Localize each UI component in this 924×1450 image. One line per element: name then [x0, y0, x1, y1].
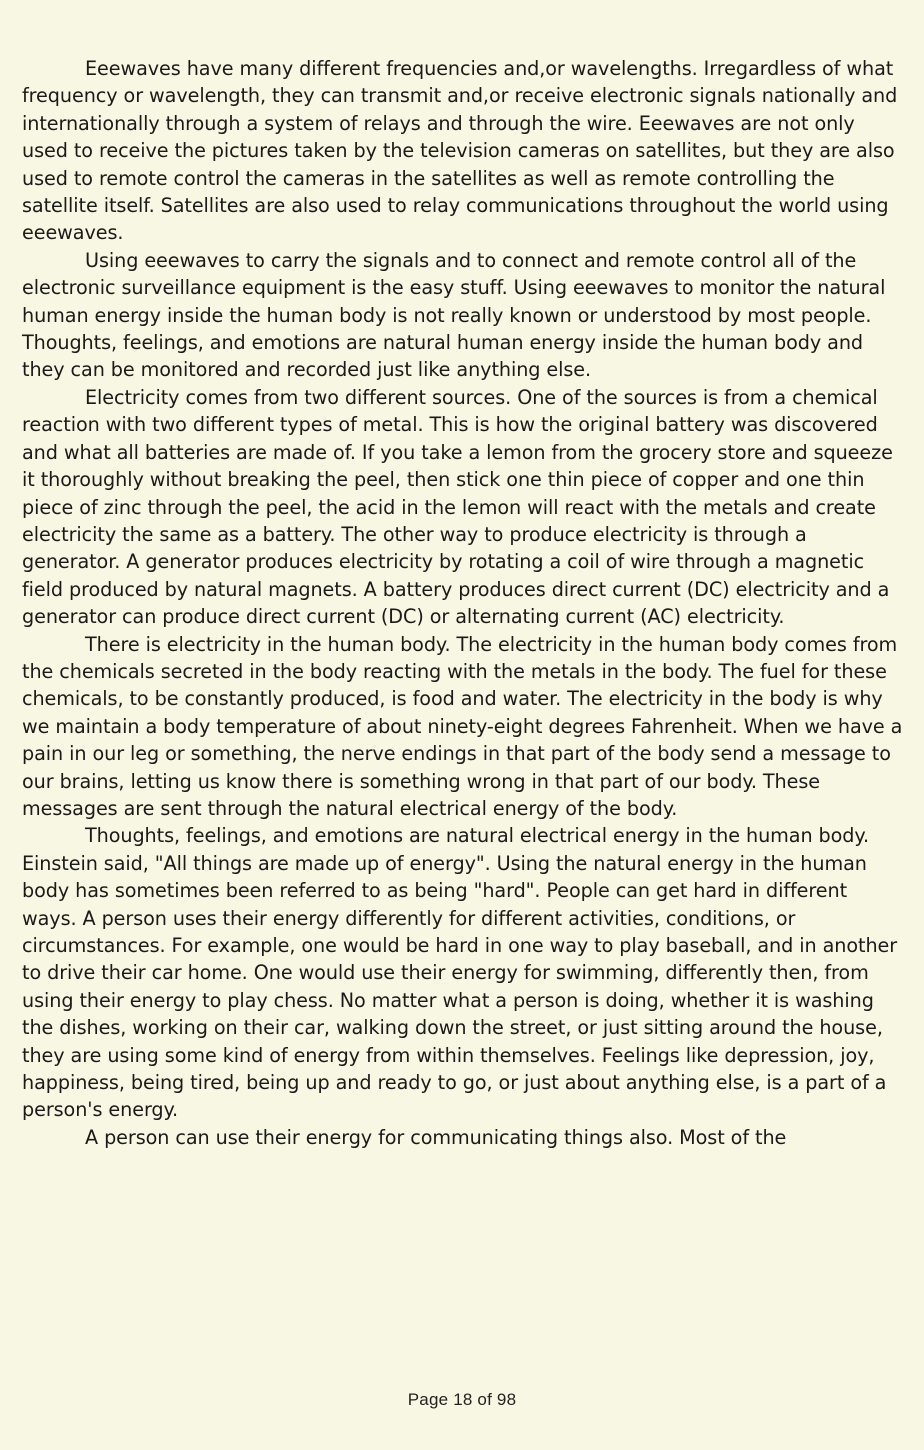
paragraph-2: Using eeewaves to carry the signals and to connect and remote control all of the electronic surveillance equipment is the easy stuff. Using eeewaves to monitor the natural human energy inside the human body is not really known or understood by most people. Thoughts, feelings, and emotions are natural human energy inside the human body and they can be monitored and recorded just like anything else.: [22, 248, 886, 382]
paragraph-3: Electricity comes from two different sources. One of the sources is from a chemical reaction with two different types of metal. This is how the original battery was discovered and what all batteries are made of. If you take a lemon from the grocery store and squeeze it thoroughly without breaking the peel, then stick one thin piece of copper and one thin piece of zinc through the peel, the acid in the lemon will react with the metals and create electricity the same as a battery. The other way to produce electricity is through a generator. A generator produces electricity by rotating a coil of wire through a magnetic field produced by natural magnets. A battery produces direct current (DC) electricity and a generator can produce direct current (DC) or alternating current (AC) electricity.: [22, 385, 893, 629]
page-number-label: Page 18 of 98: [407, 1390, 517, 1409]
paragraph-5: Thoughts, feelings, and emotions are natural electrical energy in the human body. Einstein said, "All things are made up of energy". Using the natural energy in the human body has sometimes been referred to as being "hard". People can get hard in different ways. A person uses their energy differently for different activities, conditions, or circumstances. For example, one would be hard in one way to play baseball, and in another to drive their car home. One would use their energy for swimming, differently then, from using their energy to play chess. No matter what a person is doing, whether it is washing the dishes, working on their car, walking down the street, or just sitting around the house, they are using some kind of energy from within themselves. Feelings like depression, joy, happiness, being tired, being up and ready to go, or just about anything else, is a part of a person's energy.: [22, 824, 898, 1122]
paragraph-4: There is electricity in the human body. The electricity in the human body comes from the chemicals secreted in the body reacting with the metals in the body. The fuel for these chemicals, to be constantly produced, is food and water. The electricity in the body is why we maintain a body temperature of about ninety-eight degrees Fahrenheit. When we have a pain in our leg or something, the nerve endings in that part of the body send a message to our brains, letting us know there is something wrong in that part of our body. These messages are sent through the natural electrical energy of the body.: [22, 632, 903, 820]
page-footer: [0, 1390, 924, 1410]
paragraph-6: A person can use their energy for communicating things also. Most of the: [85, 1125, 787, 1149]
document-body: [22, 55, 904, 1151]
paragraph-1: Eeewaves have many different frequencies and,or wavelengths. Irregardless of what frequency or wavelength, they can transmit and,or receive electronic signals nationally and internationally through a system of relays and through the wire. Eeewaves are not only used to receive the pictures taken by the television cameras on satellites, but they are also used to remote control the cameras in the satellites as well as remote controlling the satellite itself. Satellites are also used to relay communications throughout the world using eeewaves.: [22, 57, 898, 245]
